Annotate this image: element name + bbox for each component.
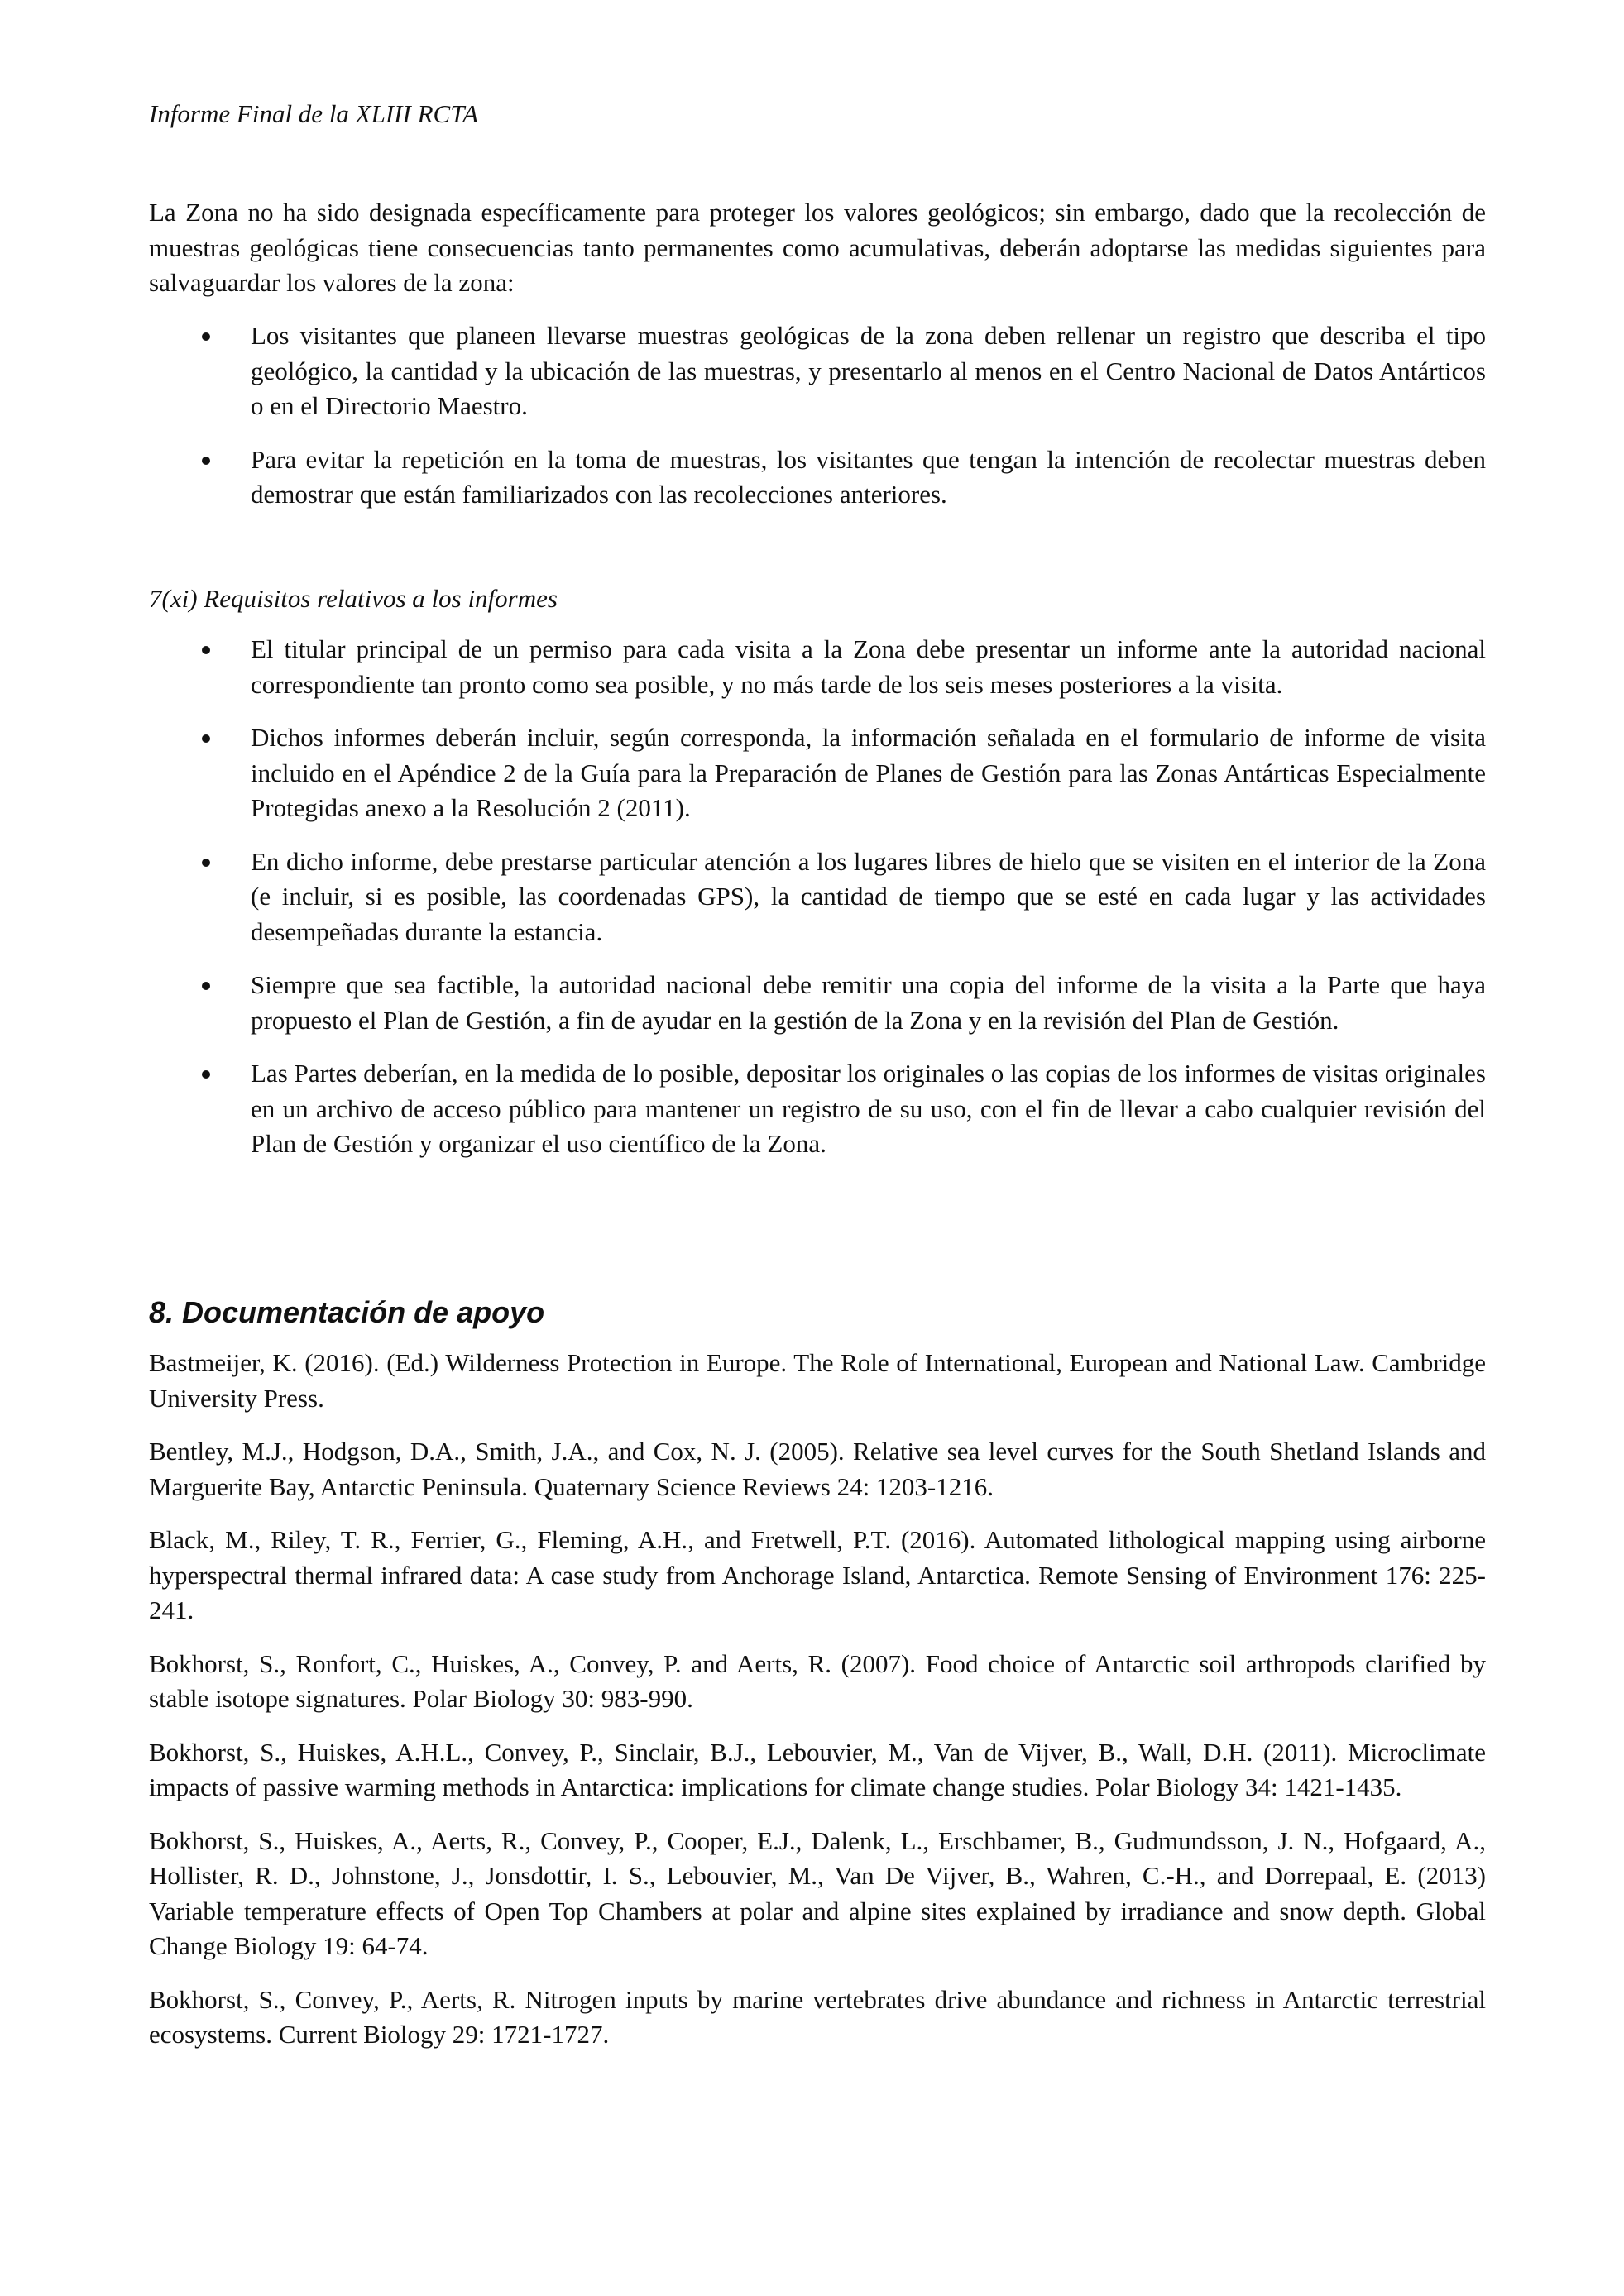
bullet-dot-icon <box>202 1070 210 1079</box>
bullet-text: Dichos informes deberán incluir, según corresponda, la información señalada en el formulario de informe de visita incluido en el Apéndice 2 de la Guía para la Preparación de Planes de Gestión para las Zonas Antárticas Especialmente Protegidas anexo a la Resolución 2 (2011). <box>251 723 1486 822</box>
bullet-dot-icon <box>202 859 210 867</box>
bullet-text: El titular principal de un permiso para cada visita a la Zona debe presentar un informe ante la autoridad nacional correspondiente tan pronto como sea posible, y no más tarde de los seis meses posteriores a la visita. <box>251 634 1486 699</box>
bullet-dot-icon <box>202 734 210 743</box>
section-heading: 8. Documentación de apoyo <box>149 1295 545 1329</box>
reference-entry: Bastmeijer, K. (2016). (Ed.) Wilderness Protection in Europe. The Role of International, European and National Law. Cambridge University Press. <box>149 1348 1486 1413</box>
bullet-dot-icon <box>202 457 210 465</box>
running-header: Informe Final de la XLIII RCTA <box>149 99 479 128</box>
bullet-dot-icon <box>202 982 210 990</box>
bullet-text: Los visitantes que planeen llevarse muestras geológicas de la zona deben rellenar un registro que describa el tipo geológico, la cantidad y la ubicación de las muestras, y presentarlo al menos en el Centro Nacional de Datos Antárticos o en el Directorio Maestro. <box>251 321 1486 420</box>
bullet-item <box>149 844 1486 950</box>
reports-subheading: 7(xi) Requisitos relativos a los informes <box>149 584 558 613</box>
reports-bullet-list <box>149 632 1486 1180</box>
reference-entry: Bentley, M.J., Hodgson, D.A., Smith, J.A., and Cox, N. J. (2005). Relative sea level curves for the South Shetland Islands and Marguerite Bay, Antarctic Peninsula. Quaternary Science Reviews 24: 1203-1216. <box>149 1437 1486 1501</box>
bullet-text: Para evitar la repetición en la toma de muestras, los visitantes que tengan la intención de recolectar muestras deben demostrar que están familiarizados con las recolecciones anteriores. <box>251 444 1486 509</box>
bullet-item <box>149 442 1486 513</box>
reference-entry: Bokhorst, S., Huiskes, A., Aerts, R., Convey, P., Cooper, E.J., Dalenk, L., Erschbamer, B., Gudmundsson, J. N., Hofgaard, A., Hollister, R. D., Johnstone, J., Jonsdottir, I. S., Lebouvier, M., Van De Vijver, B., Wahren, C.-H., and Dorrepaal, E. (2013) Variable temperature effects of Open Top Chambers at polar and alpine sites explained by irradiance and snow depth. Global Change Biology 19: 64-74. <box>149 1825 1486 1960</box>
reference-list <box>149 1346 1486 2071</box>
reference-entry: Black, M., Riley, T. R., Ferrier, G., Fleming, A.H., and Fretwell, P.T. (2016). Automated lithological mapping using airborne hyperspectral thermal infrared data: A case study from Anchorage Island, Antarctica. Remote Sensing of Environment 176: 225-241. <box>149 1525 1486 1624</box>
bullet-text: En dicho informe, debe prestarse particular atención a los lugares libres de hielo que se visiten en el interior de la Zona (e incluir, si es posible, las coordenadas GPS), la cantidad de tiempo que se esté en cada lugar y las actividades desempeñadas durante la estancia. <box>251 846 1486 946</box>
bullet-item <box>149 1056 1486 1162</box>
geology-bullet-list <box>149 318 1486 531</box>
reference-entry: Bokhorst, S., Ronfort, C., Huiskes, A., Convey, P. and Aerts, R. (2007). Food choice of Antarctic soil arthropods clarified by stable isotope signatures. Polar Biology 30: 983-990. <box>149 1648 1486 1713</box>
reference-entry: Bokhorst, S., Huiskes, A.H.L., Convey, P., Sinclair, B.J., Lebouvier, M., Van de Vijver, B., Wall, D.H. (2011). Microclimate impacts of passive warming methods in Antarctica: implications for climate change studies. Polar Biology 34: 1421-1435. <box>149 1737 1486 1801</box>
bullet-dot-icon <box>202 332 210 341</box>
bullet-dot-icon <box>202 646 210 654</box>
bullet-item <box>149 968 1486 1038</box>
reference-entry: Bokhorst, S., Convey, P., Aerts, R. Nitrogen inputs by marine vertebrates drive abundance and richness in Antarctic terrestrial ecosystems. Current Biology 29: 1721-1727. <box>149 1984 1486 2049</box>
bullet-item <box>149 720 1486 826</box>
intro-paragraph: La Zona no ha sido designada específicamente para proteger los valores geológicos; sin embargo, dado que la recolección de muestras geológicas tiene consecuencias tanto permanentes como acumulativas, deberán adoptarse las medidas siguientes para salvaguardar los valores de la zona: <box>149 198 1486 297</box>
bullet-item <box>149 318 1486 424</box>
bullet-text: Las Partes deberían, en la medida de lo posible, depositar los originales o las copias de los informes de visitas originales en un archivo de acceso público para mantener un registro de su uso, con el fin de llevar a cabo cualquier revisión del Plan de Gestión y organizar el uso científico de la Zona. <box>251 1059 1486 1158</box>
bullet-text: Siempre que sea factible, la autoridad nacional debe remitir una copia del informe de la visita a la Parte que haya propuesto el Plan de Gestión, a fin de ayudar en la gestión de la Zona y en la revisión del Plan de Gestión. <box>251 970 1486 1035</box>
bullet-item <box>149 632 1486 702</box>
